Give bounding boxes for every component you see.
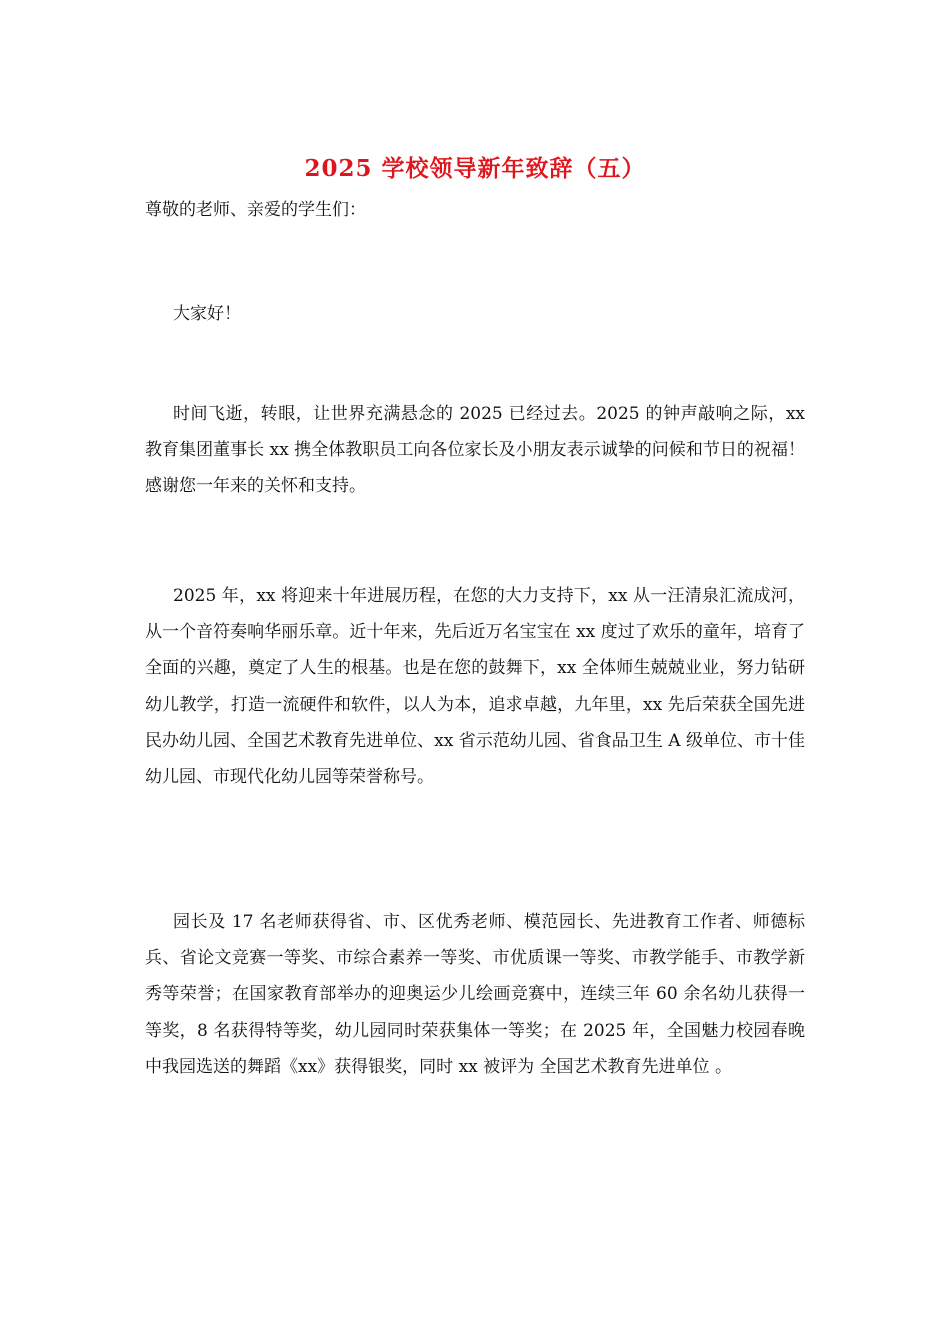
paragraph-1: 时间飞逝，转眼，让世界充满悬念的 2025 已经过去。2025 的钟声敲响之际，xx 教育集团董事长 xx 携全体教职员工向各位家长及小朋友表示诚挚的问候和节日的祝福！感谢您一年来的关怀和支持。 <box>145 404 805 497</box>
document-title: 2025 学校领导新年致辞（五） <box>304 155 646 182</box>
paragraph-2: 2025 年，xx 将迎来十年进展历程，在您的大力支持下，xx 从一汪清泉汇流成河，从一个音符奏响华丽乐章。近十年来，先后近万名宝宝在 xx 度过了欢乐的童年，培育了全面的兴趣，奠定了人生的根基。也是在您的鼓舞下，xx 全体师生兢兢业业，努力钻研幼儿教学，打造一流硬件和软件，以人为本，追求卓越，九年里，xx 先后荣获全国先进民办幼儿园、全国艺术教育先进单位、xx 省示范幼儿园、省食品卫生 A 级单位、市十佳幼儿园、市现代化幼儿园等荣誉称号。 <box>145 586 805 788</box>
greeting: 大家好！ <box>173 304 241 324</box>
salutation: 尊敬的老师、亲爱的学生们： <box>145 200 366 220</box>
paragraph-3: 园长及 17 名老师获得省、市、区优秀老师、模范园长、先进教育工作者、师德标兵、省论文竞赛一等奖、市综合素养一等奖、市优质课一等奖、市教学能手、市教学新秀等荣誉；在国家教育部举办的迎奥运少儿绘画竞赛中，连续三年 60 余名幼儿获得一等奖，8 名获得特等奖，幼儿园同时荣获集体一等奖；在 2025 年，全国魅力校园春晚中我园选送的舞蹈《xx》获得银奖，同时 xx 被评为 全国艺术教育先进单位 。 <box>145 912 805 1077</box>
